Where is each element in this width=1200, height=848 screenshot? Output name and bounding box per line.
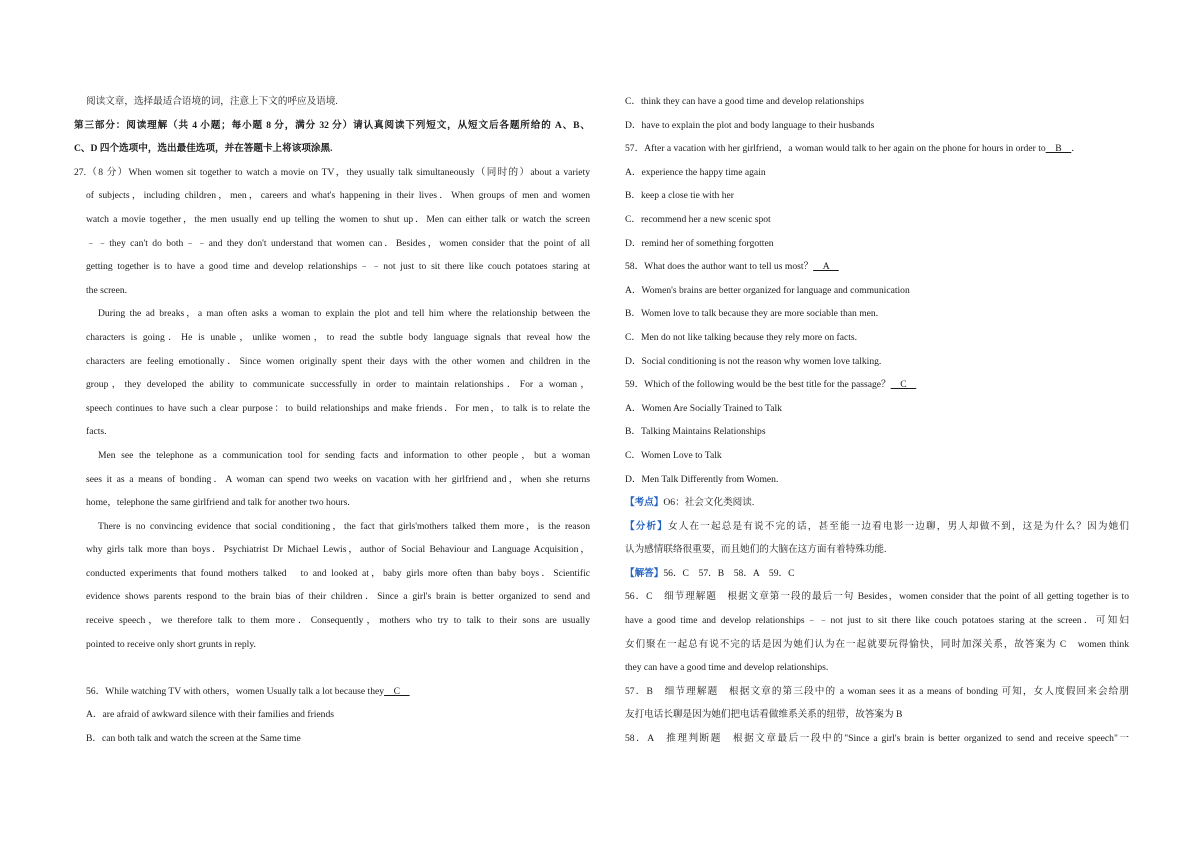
left-column xyxy=(74,90,590,751)
passage-line: sees it as a means of bonding．A woman can spend two weeks on vacation with her girlfriend and，when she returns xyxy=(86,473,590,485)
kaodian-row xyxy=(625,491,1129,515)
question-57-option-b: B．keep a close tie with her xyxy=(625,190,734,202)
fenxi-row-cont: 认为感情联络很重要，而且她们的大脑在这方面有着特殊功能. xyxy=(625,544,887,556)
passage-line: During the ad breaks，a man often asks a woman to explain the plot and tell him where the relationship between the xyxy=(98,308,590,320)
explanation-line: they can have a good time and develop relationships. xyxy=(625,662,829,674)
question-57-option-a: A．experience the happy time again xyxy=(625,166,766,178)
question-59-option-c: C．Women Love to Talk xyxy=(625,449,722,461)
passage-line: pointed to receive only short grunts in reply. xyxy=(86,638,256,650)
question-58-answer: A xyxy=(813,261,839,273)
intro-instruction: 阅读文章，选择最适合语境的词，注意上下文的呼应及语境. xyxy=(86,96,338,107)
question-56-option-c: C．think they can have a good time and develop relationships xyxy=(625,96,864,107)
question-56-answer: C xyxy=(384,685,410,697)
question-56-option-b: B．can both talk and watch the screen at the Same time xyxy=(86,733,301,745)
passage-line: ﹣﹣they can't do both﹣﹣and they don't understand that women can．Besides，women consider that the point of all xyxy=(86,237,590,249)
passage-line: watch a movie together，the men usually end up telling the women to shut up．Men can either talk or watch the screen xyxy=(86,213,590,225)
question-58-option-d: D．Social conditioning is not the reason why women love talking. xyxy=(625,355,882,367)
explanation-line: 57．B 细节理解题 根据文章的第三段中的 a woman sees it as a means of bonding 可知，女人度假回来会给朋 xyxy=(625,685,1129,697)
passage-line: 27.（8 分）When women sit together to watch a movie on TV，they usually talk simultaneously（同时的）about a variety xyxy=(74,166,590,178)
kaodian-text: O6：社会文化类阅读. xyxy=(663,497,755,509)
question-59 xyxy=(625,373,1129,397)
question-56 xyxy=(86,680,590,704)
question-58-option-a: A．Women's brains are better organized for language and communication xyxy=(625,284,910,296)
passage-line: Men see the telephone as a communication tool for sending facts and information to other people，but a woman xyxy=(98,449,590,461)
question-57-text: 57．After a vacation with her girlfriend，a woman would talk to her again on the phone for hours in order to xyxy=(625,143,1046,155)
passage-line: group，they developed the ability to communicate successfully in order to maintain relationships．For a woman， xyxy=(86,379,590,391)
question-59-option-a: A．Women Are Socially Trained to Talk xyxy=(625,402,782,414)
explanation-line: 58．A 推理判断题 根据文章最后一段中的"Since a girl's brain is better organized to send and receive speech"一 xyxy=(625,733,1129,745)
question-57-answer: B xyxy=(1045,143,1072,155)
explanation-line: 56．C 细节理解题 根据文章第一段的最后一句 Besides，women consider that the point of all getting together is to xyxy=(625,591,1129,603)
passage-line: characters are feeling emotionally．Since women originally spent their days with the other women and children in the xyxy=(86,355,590,367)
question-57-option-d: D．remind her of something forgotten xyxy=(625,237,774,249)
explanation-line: 女们聚在一起总有说不完的话是因为她们认为在一起就要玩得愉快，同时加深关系，故答案为 C women think xyxy=(625,638,1129,650)
question-56-text: 56．While watching TV with others，women Usually talk a lot because they xyxy=(86,685,385,697)
kaodian-tag: 【考点】 xyxy=(625,497,664,509)
jieda-tag: 【解答】 xyxy=(625,567,664,579)
passage-line: conducted experiments that found mothers talked to and looked at，baby girls more often than baby boys．Scientific xyxy=(86,567,590,579)
explanation-line: have a good time and develop relationships﹣﹣not just to sit there like couch potatoes staring at the screen．可知妇 xyxy=(625,615,1129,627)
question-56-option-a: A．are afraid of awkward silence with their families and friends xyxy=(86,709,335,721)
question-58-text: 58．What does the author want to tell us most？ xyxy=(625,261,814,273)
question-59-text: 59．Which of the following would be the best title for the passage？ xyxy=(625,379,891,391)
passage-line: evidence shows parents respond to the brain bias of their children．Since a girl's brain is better organized to send and xyxy=(86,591,590,603)
jieda-text: 56．C 57．B 58．A 59．C xyxy=(663,567,795,579)
section-header: 第三部分：阅读理解（共 4 小题；每小题 8 分，满分 32 分）请认真阅读下列短文，从短文后各题所给的 A、B、 xyxy=(74,119,590,131)
spacer xyxy=(86,656,590,680)
question-58-option-c: C．Men do not like talking because they rely more on facts. xyxy=(625,331,858,343)
question-58-option-b: B．Women love to talk because they are more sociable than men. xyxy=(625,308,879,320)
question-56-option-d: D．have to explain the plot and body language to their husbands xyxy=(625,119,875,131)
passage-line: home，telephone the same girlfriend and talk for another two hours. xyxy=(86,497,350,509)
passage-line: of subjects，including children，men，careers and what's happening in their lives．When groups of men and women xyxy=(86,190,590,202)
question-58 xyxy=(625,255,1129,279)
question-59-answer: C xyxy=(890,379,917,391)
passage-line: the screen. xyxy=(86,284,128,296)
question-59-option-d: D．Men Talk Differently from Women. xyxy=(625,473,779,485)
passage-line: getting together is to have a good time and develop relationships﹣﹣not just to sit there like couch potatoes staring at xyxy=(86,261,590,273)
fenxi-tag: 【分析】 xyxy=(625,520,668,532)
passage-line: There is no convincing evidence that social conditioning，the fact that girls'mothers talked them more，is the reason xyxy=(98,520,590,532)
passage-line: facts. xyxy=(86,426,107,438)
passage-line: characters is going．He is unable，unlike women，to read the subtle body language signals that reveal how the xyxy=(86,331,590,343)
question-57-option-c: C．recommend her a new scenic spot xyxy=(625,213,771,225)
section-header-cont: C、D 四个选项中，选出最佳选项，并在答题卡上将该项涂黑. xyxy=(74,143,333,155)
passage-line: why girls talk more than boys．Psychiatrist Dr Michael Lewis，author of Social Behaviour and Language Acquisition， xyxy=(86,544,590,556)
fenxi-text: 女人在一起总是有说不完的话，甚至能一边看电影一边聊，男人却做不到，这是为什么？因为她们 xyxy=(668,520,1129,532)
jieda-row xyxy=(625,562,1129,586)
fenxi-row xyxy=(625,515,1129,539)
question-57 xyxy=(625,137,1129,161)
question-57-end: ． xyxy=(1071,143,1081,155)
right-column xyxy=(625,90,1129,751)
passage-line: speech continues to have such a clear purpose：to build relationships and make friends．For men，to talk is to relate the xyxy=(86,402,590,414)
question-59-option-b: B．Talking Maintains Relationships xyxy=(625,426,766,438)
passage-line: receive speech，we therefore talk to them more．Consequently，mothers who try to talk to their sons are usually xyxy=(86,615,590,627)
explanation-line: 友打电话长聊是因为她们把电话看做维系关系的纽带，故答案为 B xyxy=(625,709,903,721)
